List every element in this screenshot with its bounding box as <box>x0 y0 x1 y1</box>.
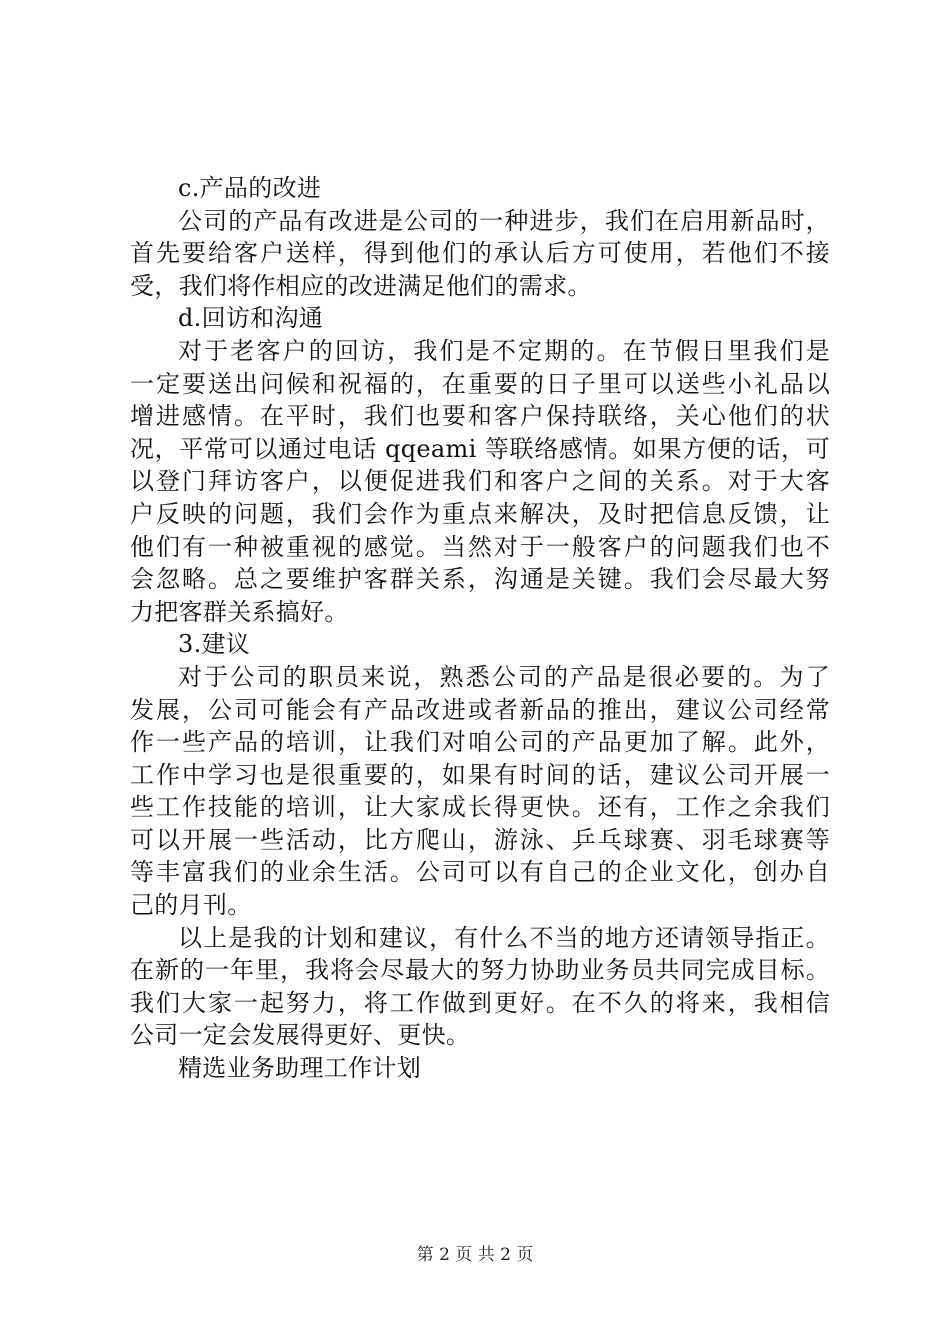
paragraph-line: 些工作技能的培训，让大家成长得更快。还有，工作之余我们 <box>130 793 830 822</box>
paragraph-line: 对于老客户的回访，我们是不定期的。在节假日里我们是 <box>178 336 830 365</box>
page-number-footer: 第 2 页 共 2 页 <box>416 1245 534 1265</box>
paragraph-line: 以上是我的计划和建议，有什么不当的地方还请领导指正。 <box>178 923 830 952</box>
paragraph-line: 力把客群关系搞好。 <box>130 597 349 626</box>
closing-title: 精选业务助理工作计划 <box>178 1054 421 1083</box>
paragraph-line: 发展，公司可能会有产品改进或者新品的推出，建议公司经常 <box>130 695 830 724</box>
paragraph-line: 公司一定会发展得更好、更快。 <box>130 1021 471 1050</box>
paragraph-line: 增进感情。在平时，我们也要和客户保持联络，关心他们的状 <box>130 402 830 431</box>
section-heading-suggestions: 3.建议 <box>178 630 251 659</box>
paragraph-line: 我们大家一起努力，将工作做到更好。在不久的将来，我相信 <box>130 988 830 1017</box>
paragraph-line: 己的月刊。 <box>130 891 252 920</box>
paragraph-line: 户反映的问题，我们会作为重点来解决，及时把信息反馈，让 <box>130 499 830 528</box>
paragraph-line: 对于公司的职员来说，熟悉公司的产品是很必要的。为了 <box>178 662 830 691</box>
paragraph-line: 会忽略。总之要维护客群关系，沟通是关键。我们会尽最大努 <box>130 565 830 594</box>
paragraph-line: 况，平常可以通过电话 qqeami 等联络感情。如果方便的话，可 <box>130 434 830 463</box>
document-body <box>130 172 830 1085</box>
paragraph-line: 他们有一种被重视的感觉。当然对于一般客户的问题我们也不 <box>130 532 830 561</box>
paragraph-line: 等丰富我们的业余生活。公司可以有自己的企业文化，创办自 <box>130 858 830 887</box>
paragraph-line: 作一些产品的培训，让我们对咱公司的产品更加了解。此外， <box>130 728 830 757</box>
section-heading-visit-communication: d.回访和沟通 <box>178 304 324 333</box>
paragraph-line: 可以开展一些活动，比方爬山，游泳、乒乓球赛、羽毛球赛等 <box>130 825 830 854</box>
section-heading-product-improvement: c.产品的改进 <box>178 174 322 202</box>
paragraph-line: 以登门拜访客户，以便促进我们和客户之间的关系。对于大客 <box>130 467 830 496</box>
paragraph-line: 受，我们将作相应的改进满足他们的需求。 <box>130 271 592 300</box>
paragraph-line: 一定要送出问候和祝福的，在重要的日子里可以送些小礼品以 <box>130 369 830 398</box>
paragraph-line: 首先要给客户送样，得到他们的承认后方可使用，若他们不接 <box>130 239 830 268</box>
paragraph-line: 在新的一年里，我将会尽最大的努力协助业务员共同完成目标。 <box>130 956 830 985</box>
paragraph-line: 工作中学习也是很重要的，如果有时间的话，建议公司开展一 <box>130 760 830 789</box>
paragraph-line: 公司的产品有改进是公司的一种进步，我们在启用新品时， <box>178 206 830 235</box>
